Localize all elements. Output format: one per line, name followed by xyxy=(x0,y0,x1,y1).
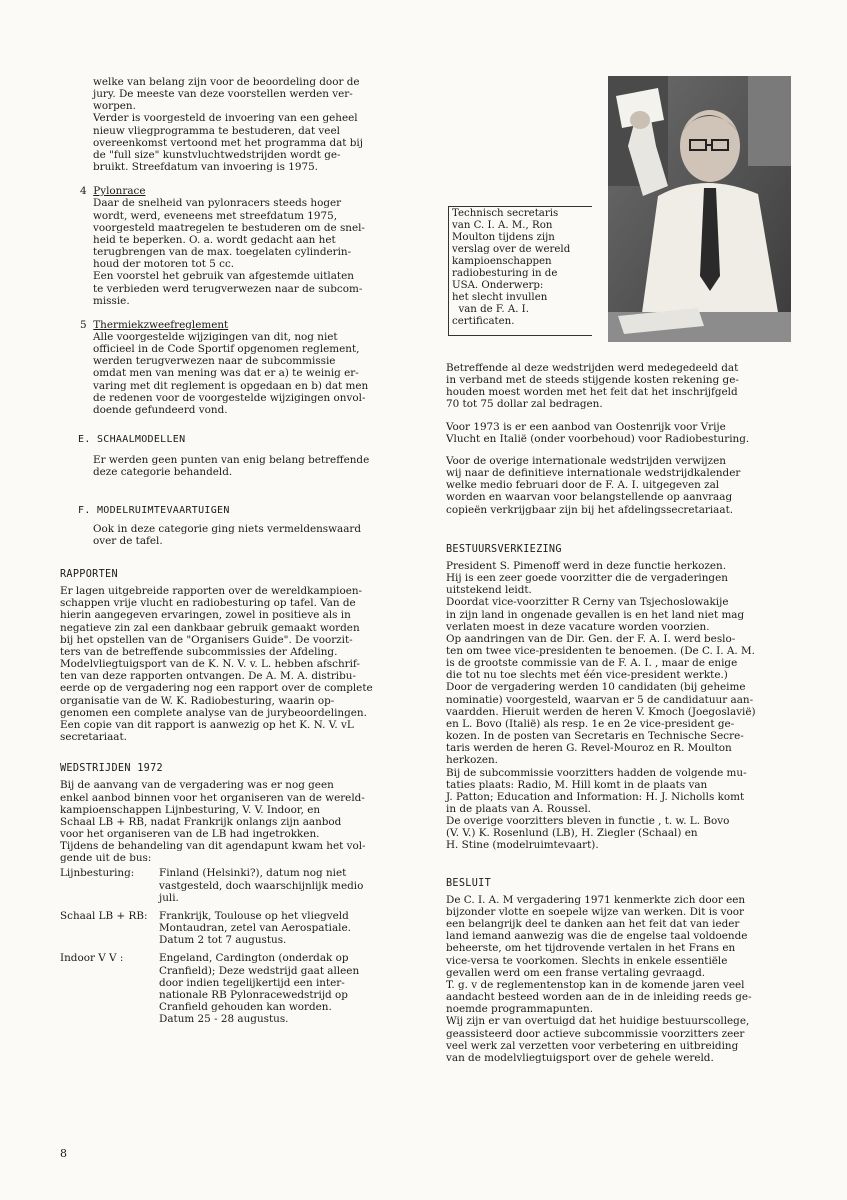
text-line: Er werden geen punten van enig belang betreffende xyxy=(93,454,370,467)
text-line: Tijdens de behandeling van dit agendapunt kwam het vol- xyxy=(60,840,366,853)
text-line: hierin aangegeven ervaringen, zowel in positieve als in xyxy=(60,609,351,622)
text-line: J. Patton; Education and Information: H. J. Nicholls komt xyxy=(446,790,745,803)
section-number: 5 xyxy=(80,318,87,331)
text-line: (V. V.) K. Rosenlund (LB), H. Ziegler (Schaal) en xyxy=(446,827,698,840)
section-e-schaalmodellen xyxy=(60,434,405,478)
text-line: Montaudran, zetel van Aerospatiale. xyxy=(159,922,351,935)
section-5-thermiek xyxy=(60,319,405,416)
section-f-modelruimtevaartuigen xyxy=(60,505,405,547)
text-line: gevallen werd om een franse vertaling gevraagd. xyxy=(446,966,706,979)
paragraph-calendar xyxy=(446,455,791,516)
text-line: Een voorstel het gebruik van afgestemde uitlaten xyxy=(93,270,354,283)
caption-line: Moulton tijdens zijn xyxy=(452,232,555,243)
text-line: ten om twee vice-presidenten te benoemen. (De C. I. A. M. xyxy=(446,644,755,657)
text-line: ters van de betreffende subcommissies der Afdeling. xyxy=(60,645,338,658)
text-line: overeenkomst vertoond met het programma dat bij xyxy=(93,136,363,149)
caption-line: radiobesturing in de xyxy=(452,268,558,279)
text-line: omdat men van mening was dat er a) te weinig er- xyxy=(93,367,359,380)
photo-illustration xyxy=(608,76,791,342)
text-line: Schaal LB + RB, nadat Frankrijk onlangs zijn aanbod xyxy=(60,815,342,828)
text-line: vastgesteld, doch waarschijnlijk medio xyxy=(159,879,364,892)
text-line: jury. De meeste van deze voorstellen werden ver- xyxy=(93,88,353,101)
text-line: organisatie van de W. K. Radiobesturing, waarin op- xyxy=(60,694,335,707)
text-line: Wij zijn er van overtuigd dat het huidige bestuurscollege, xyxy=(446,1015,750,1028)
text-line: eerde op de vergadering nog een rapport over de complete xyxy=(60,682,373,695)
text-line: uitstekend leidt. xyxy=(446,584,532,597)
text-line: houden moest worden met het feit dat het inschrijfgeld xyxy=(446,386,738,399)
row-label: Indoor V V : xyxy=(60,952,124,965)
text-line: wij naar de definitieve internationale wedstrijdkalender xyxy=(446,467,741,480)
text-line: te verbieden werd terugverwezen naar de subcom- xyxy=(93,282,363,295)
text-line: vice-versa te voorkomen. Slechts in enkele essentiële xyxy=(446,954,728,967)
text-line: heid te beperken. O. a. wordt gedacht aan het xyxy=(93,233,336,246)
text-line: een belangrijk deel te danken aan het feit dat van ieder xyxy=(446,918,740,931)
text-line: van de modelvliegtuigsport over de gehele wereld. xyxy=(446,1051,714,1064)
text-line: bij het opstellen van de "Organisers Guide". De voorzit- xyxy=(60,633,353,646)
text-line: houd der motoren tot 5 cc. xyxy=(93,258,235,271)
text-line: worpen. xyxy=(93,100,136,113)
bestuursverkiezing-section xyxy=(446,544,791,852)
text-line: terugbrengen van de max. toegelaten cylinderin- xyxy=(93,246,352,259)
text-line: Alle voorgestelde wijzigingen van dit, nog niet xyxy=(93,330,338,343)
text-line: nominatie) voorgesteld, waarvan er 5 de candidatuur aan- xyxy=(446,693,754,706)
text-line: De overige voorzitters bleven in functie , t. w. L. Bovo xyxy=(446,815,730,828)
text-line: Finland (Helsinki?), datum nog niet xyxy=(159,867,347,880)
intro-paragraph xyxy=(93,76,405,173)
text-line: secretariaat. xyxy=(60,731,127,744)
section-title: RAPPORTEN xyxy=(60,569,118,580)
text-line: aandacht besteed worden aan de in de inleiding reeds ge- xyxy=(446,991,752,1004)
section-title: BESLUIT xyxy=(446,877,492,889)
text-line: vaardden. Hieruit werden de heren V. Kmoch (Joegoslavië) xyxy=(446,705,756,718)
text-line: Ook in deze categorie ging niets vermeldenswaard xyxy=(93,522,362,535)
section-number: 4 xyxy=(80,185,87,198)
text-line: en L. Bovo (Italië) als resp. 1e en 2e vice-president ge- xyxy=(446,717,735,730)
text-line: Cranfield); Deze wedstrijd gaat alleen xyxy=(159,964,360,977)
text-line: de redenen voor de voorgestelde wijzigingen onvol- xyxy=(93,391,366,404)
text-line: de "full size" kunstvluchtwedstrijden wordt ge- xyxy=(93,148,341,161)
text-line: negatieve zin zal een dankbaar gebruik gemaakt worden xyxy=(60,621,360,634)
text-line: schappen vrije vlucht en radiobesturing op tafel. Van de xyxy=(60,597,356,610)
row-label: Schaal LB + RB: xyxy=(60,909,148,922)
text-line: Datum 25 - 28 augustus. xyxy=(159,1013,289,1026)
section-title: WEDSTRIJDEN 1972 xyxy=(60,763,163,775)
caption-line: van de F. A. I. xyxy=(452,304,529,315)
text-line: geassisteerd door actieve subcommissie voorzitters zeer xyxy=(446,1027,745,1040)
text-line: deze categorie behandeld. xyxy=(93,466,233,479)
text-line: is de grootste commissie van de F. A. I. , maar de enige xyxy=(446,657,738,670)
right-column xyxy=(446,76,791,1064)
text-line: kozen. In de posten van Secretaris en Technische Secre- xyxy=(446,730,744,743)
photo-with-caption xyxy=(446,76,791,342)
text-line: Betreffende al deze wedstrijden werd medegedeeld dat xyxy=(446,362,739,374)
competition-table xyxy=(60,867,405,1025)
caption-line: verslag over de wereld xyxy=(452,244,571,255)
rapporten-section xyxy=(60,569,405,743)
text-line: over de tafel. xyxy=(93,534,163,547)
text-line: Vlucht en Italië (onder voorbehoud) voor Radiobesturing. xyxy=(446,432,750,445)
caption-line: Technisch secretaris xyxy=(452,208,559,219)
text-line: genomen een complete analyse van de jurybeoordelingen. xyxy=(60,706,367,719)
text-line: veel werk zal verzetten voor verbetering en uitbreiding xyxy=(446,1039,739,1052)
caption-rule xyxy=(448,206,592,207)
caption-line: USA. Onderwerp: xyxy=(452,280,544,291)
text-line: die tot nu toe slechts met één vice-president werkte.) xyxy=(446,669,728,682)
text-line: Frankrijk, Toulouse op het vliegveld xyxy=(159,909,349,922)
row-value xyxy=(159,910,405,946)
text-line: voor het organiseren van de LB had ingetrokken. xyxy=(60,827,320,840)
caption-line: het slecht invullen xyxy=(452,292,548,303)
section-heading xyxy=(80,319,405,331)
text-line: enkel aanbod binnen voor het organiseren van de wereld- xyxy=(60,791,365,804)
text-line: Een copie van dit rapport is aanwezig op het K. N. V. vL xyxy=(60,718,354,731)
text-line: welke medio februari door de F. A. I. uitgegeven zal xyxy=(446,479,720,492)
photo-man-speaking xyxy=(608,76,791,342)
section-title: F. MODELRUIMTEVAARTUIGEN xyxy=(78,504,230,516)
section-4-pylonrace xyxy=(60,185,405,307)
text-line: Op aandringen van de Dir. Gen. der F. A. I. werd beslo- xyxy=(446,632,736,645)
section-title: Pylonrace xyxy=(93,185,146,198)
text-line: worden en waarvan voor belangstellende op aanvraag xyxy=(446,491,733,504)
text-line: Bij de aanvang van de vergadering was er nog geen xyxy=(60,779,334,792)
text-line: bijzonder vlotte en soepele wijze van werken. Dit is voor xyxy=(446,905,745,918)
text-line: werden terugverwezen naar de subcommissie xyxy=(93,355,336,368)
text-line: Cranfield gehouden kan worden. xyxy=(159,1001,332,1013)
text-line: verlaten moest in deze vacature worden voorzien. xyxy=(446,620,710,633)
text-line: voorgesteld maatregelen te bestuderen om de snel- xyxy=(93,221,365,234)
text-line: taris werden de heren G. Revel-Mouroz en R. Moulton xyxy=(446,742,732,755)
text-line: varing met dit reglement is opgedaan en b) dat men xyxy=(93,379,369,392)
text-line: nationale RB Pylonracewedstrijd op xyxy=(159,988,348,1001)
section-heading xyxy=(80,185,405,197)
text-line: Verder is voorgesteld de invoering van een geheel xyxy=(93,112,358,125)
text-line: Engeland, Cardington (onderdak op xyxy=(159,952,349,965)
row-label: Lijnbesturing: xyxy=(60,867,135,880)
text-line: President S. Pimenoff werd in deze functie herkozen. xyxy=(446,559,727,572)
text-line: officieel in de Code Sportif opgenomen reglement, xyxy=(93,343,360,356)
text-line: missie. xyxy=(93,294,130,307)
photo-caption xyxy=(448,206,592,336)
paragraph-fees xyxy=(446,362,791,411)
text-line: in de plaats van A. Roussel. xyxy=(446,803,591,815)
paragraph-1973 xyxy=(446,421,791,445)
row-value xyxy=(159,952,405,1025)
text-line: in zijn land in ongenade gevallen is en het land niet mag xyxy=(446,608,745,621)
text-line: H. Stine (modelruimtevaart). xyxy=(446,839,599,852)
text-line: T. g. v de reglementenstop kan in de komende jaren veel xyxy=(446,978,745,991)
text-line: noemde programmapunten. xyxy=(446,1003,593,1016)
text-line: Hij is een zeer goede voorzitter die de vergaderingen xyxy=(446,572,728,585)
page-number: 8 xyxy=(60,1147,67,1160)
besluit-section xyxy=(446,878,791,1064)
text-line: 70 tot 75 dollar zal bedragen. xyxy=(446,398,603,411)
section-title: E. SCHAALMODELLEN xyxy=(78,434,186,446)
text-line: bruikt. Streefdatum van invoering is 1975. xyxy=(93,161,318,174)
text-line: in verband met de steeds stijgende kosten rekening ge- xyxy=(446,374,739,387)
section-title: BESTUURSVERKIEZING xyxy=(446,543,562,555)
text-line: gende uit de bus: xyxy=(60,852,152,865)
text-line: Voor de overige internationale wedstrijden verwijzen xyxy=(446,454,726,467)
text-line: taties plaats: Radio, M. Hill komt in de plaats van xyxy=(446,778,708,791)
text-line: doende gefundeerd vond. xyxy=(93,403,228,416)
text-line: Daar de snelheid van pylonracers steeds hoger xyxy=(93,197,342,210)
text-line: welke van belang zijn voor de beoordeling door de xyxy=(93,76,360,88)
caption-line: kampioenschappen xyxy=(452,256,552,267)
text-line: Voor 1973 is er een aanbod van Oostenrijk voor Vrije xyxy=(446,420,726,433)
text-line: Bij de subcommissie voorzitters hadden de volgende mu- xyxy=(446,766,747,779)
text-line: beheerste, om het tijdrovende vertalen in het Frans en xyxy=(446,942,736,955)
text-line: ten van deze rapporten ontvangen. De A. M. A. distribu- xyxy=(60,670,356,683)
text-line: juli. xyxy=(159,891,179,904)
text-line: Door de vergadering werden 10 candidaten (bij geheime xyxy=(446,681,746,694)
text-line: Modelvliegtuigsport van de K. N. V. v. L. hebben afschrif- xyxy=(60,658,360,671)
text-line: kampioenschappen Lijnbesturing, V. V. Indoor, en xyxy=(60,803,321,816)
section-title: Thermiekzweefreglement xyxy=(93,318,229,331)
text-line: Doordat vice-voorzitter R Cerny van Tsjechoslowakije xyxy=(446,596,729,609)
text-line: land iemand aanwezig was die de engelse taal voldoende xyxy=(446,930,748,943)
text-line: Er lagen uitgebreide rapporten over de wereldkampioen- xyxy=(60,585,363,598)
text-line: De C. I. A. M vergadering 1971 kenmerkte zich door een xyxy=(446,893,746,906)
wedstrijden-section xyxy=(60,763,405,1025)
caption-line: certificaten. xyxy=(452,316,515,327)
text-line: door indien tegelijkertijd een inter- xyxy=(159,976,345,989)
caption-line: van C. I. A. M., Ron xyxy=(452,220,553,231)
row-value xyxy=(159,867,405,903)
text-line: Datum 2 tot 7 augustus. xyxy=(159,934,287,947)
text-line: nieuw vliegprogramma te bestuderen, dat veel xyxy=(93,124,340,137)
text-line: wordt, werd, eveneens met streefdatum 1975, xyxy=(93,209,338,222)
text-line: copieën verkrijgbaar zijn bij het afdelingssecretariaat. xyxy=(446,503,734,516)
text-line: herkozen. xyxy=(446,754,498,767)
left-column xyxy=(60,76,405,1025)
